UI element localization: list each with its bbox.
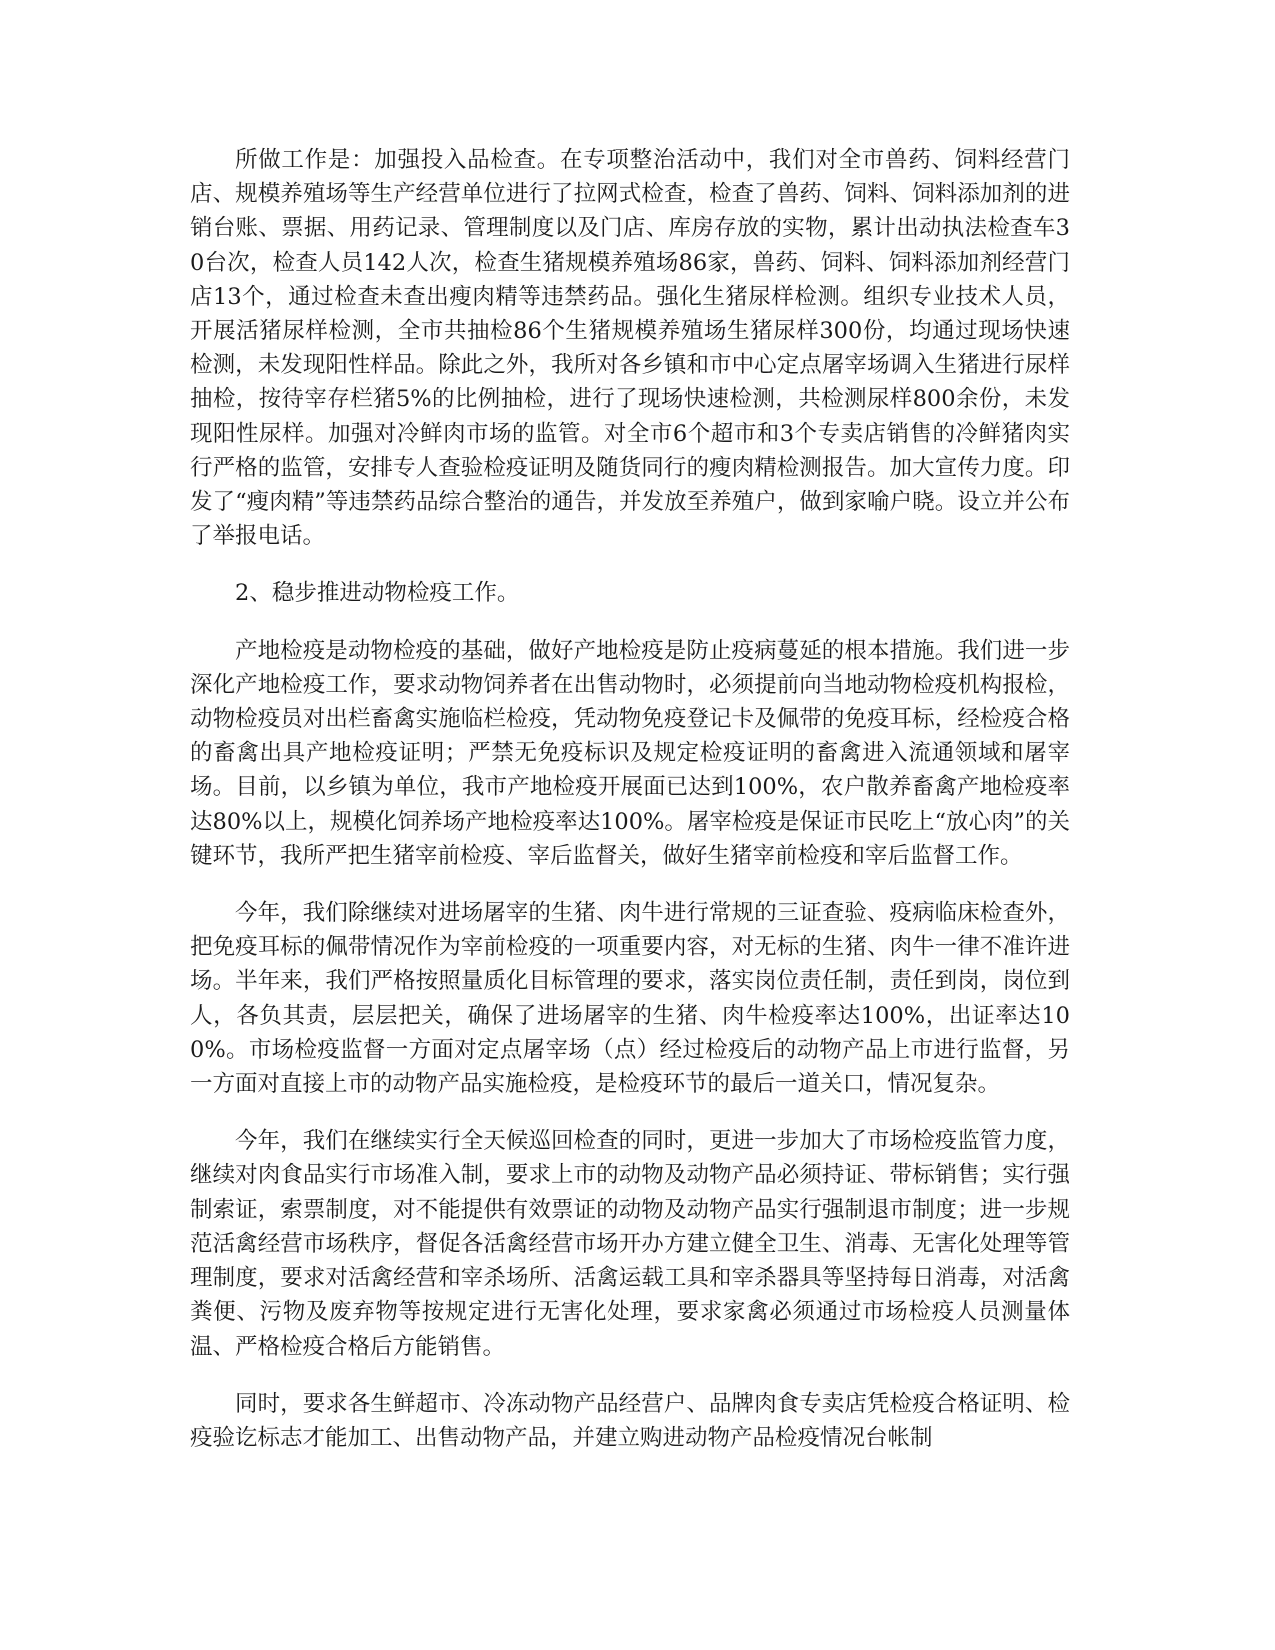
paragraph-market-supervision: 今年，我们在继续实行全天候巡回检查的同时，更进一步加大了市场检疫监管力度，继续对肉食品实行市场准入制，要求上市的动物及动物产品必须持证、带标销售；实行强制索证，索票制度，对不能提供有效票证的动物及动物产品实行强制退市制度；进一步规范活禽经营市场秩序，督促各活禽经营市场开办方建立健全卫生、消毒、无害化处理等管理制度，要求对活禽经营和宰杀场所、活禽运载工具和宰杀器具等坚持每日消毒，对活禽粪便、污物及废弃物等按规定进行无害化处理，要求家禽必须通过市场检疫人员测量体温、严格检疫合格后方能销售。 [190,1128,1070,1360]
section-heading-animal-quarantine: 2、稳步推进动物检疫工作。 [235,580,520,607]
document-body [190,143,1070,1478]
paragraph-slaughter-quarantine: 今年，我们除继续对进场屠宰的生猪、肉牛进行常规的三证查验、疫病临床检查外，把免疫耳标的佩带情况作为宰前检疫的一项重要内容，对无标的生猪、肉牛一律不准许进场。半年来，我们严格按照量质化目标管理的要求，落实岗位责任制，责任到岗，岗位到人，各负其责，层层把关，确保了进场屠宰的生猪、肉牛检疫率达100%，出证率达100%。市场检疫监督一方面对定点屠宰场（点）经过检疫后的动物产品上市进行监督，另一方面对直接上市的动物产品实施检疫，是检疫环节的最后一道关口，情况复杂。 [190,900,1070,1098]
paragraph-input-inspection: 所做工作是：加强投入品检查。在专项整治活动中，我们对全市兽药、饲料经营门店、规模养殖场等生产经营单位进行了拉网式检查，检查了兽药、饲料、饲料添加剂的进销台账、票据、用药记录、管理制度以及门店、库房存放的实物，累计出动执法检查车30台次，检查人员142人次，检查生猪规模养殖场86家，兽药、饲料、饲料添加剂经营门店13个，通过检查未查出瘦肉精等违禁药品。强化生猪尿样检测。组织专业技术人员，开展活猪尿样检测，全市共抽检86个生猪规模养殖场生猪尿样300份，均通过现场快速检测，未发现阳性样品。除此之外，我所对各乡镇和市中心定点屠宰场调入生猪进行尿样抽检，按待宰存栏猪5%的比例抽检，进行了现场快速检测，共检测尿样800余份，未发现阳性尿样。加强对冷鲜肉市场的监管。对全市6个超市和3个专卖店销售的冷鲜猪肉实行严格的监管，安排专人查验检疫证明及随货同行的瘦肉精检测报告。加大宣传力度。印发了“瘦肉精”等违禁药品综合整治的通告，并发放至养殖户，做到家喻户晓。设立并公布了举报电话。 [190,147,1070,550]
paragraph-origin-quarantine: 产地检疫是动物检疫的基础，做好产地检疫是防止疫病蔓延的根本措施。我们进一步深化产地检疫工作，要求动物饲养者在出售动物时，必须提前向当地动物检疫机构报检，动物检疫员对出栏畜禽实施临栏检疫，凭动物免疫登记卡及佩带的免疫耳标，经检疫合格的畜禽出具产地检疫证明；严禁无免疫标识及规定检疫证明的畜禽进入流通领域和屠宰场。目前，以乡镇为单位，我市产地检疫开展面已达到100%，农户散养畜禽产地检疫率达80%以上，规模化饲养场产地检疫率达100%。屠宰检疫是保证市民吃上“放心肉”的关键环节，我所严把生猪宰前检疫、宰后监督关，做好生猪宰前检疫和宰后监督工作。 [190,637,1070,869]
paragraph-supermarket-requirements: 同时，要求各生鲜超市、冷冻动物产品经营户、品牌肉食专卖店凭检疫合格证明、检疫验讫标志才能加工、出售动物产品，并建立购进动物产品检疫情况台帐制 [190,1390,1070,1451]
